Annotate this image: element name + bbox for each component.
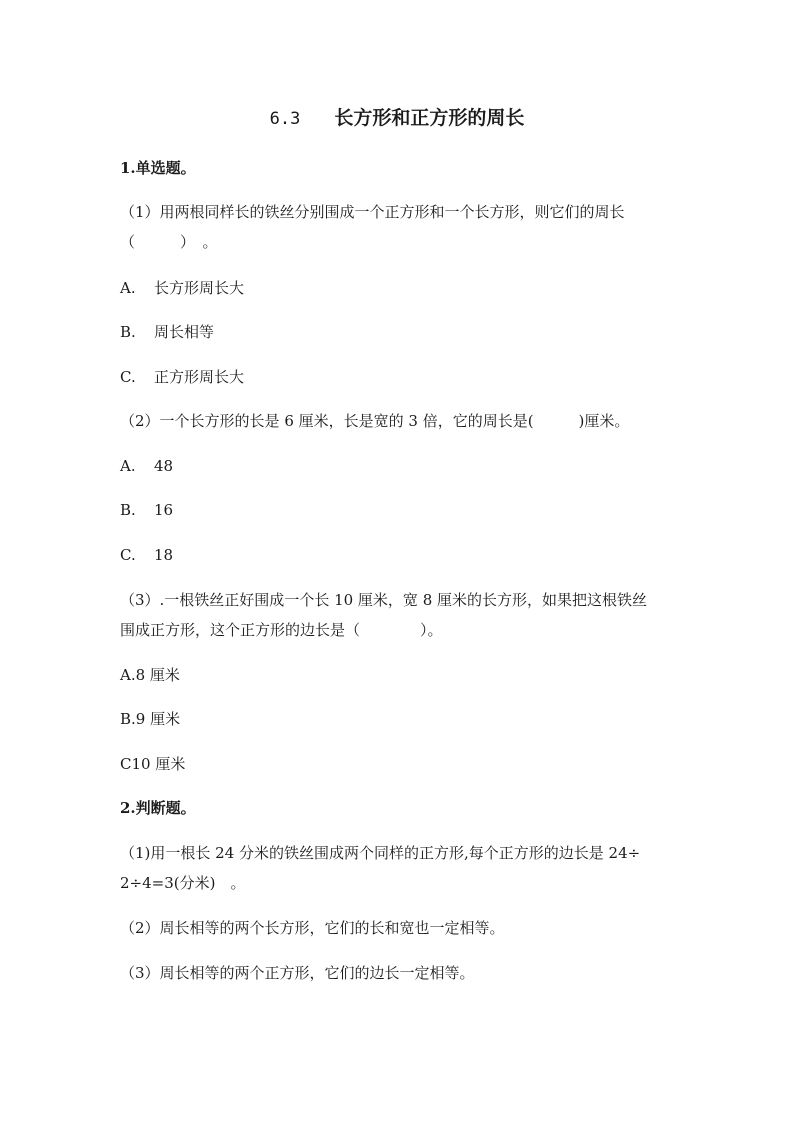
q3-option-a: A.8 厘米	[120, 666, 180, 684]
q1-option-a	[120, 278, 244, 298]
page-title	[0, 105, 794, 132]
option-letter: A.	[120, 279, 136, 297]
judge-question-1-line-2: 2÷4=3(分米) 。	[120, 874, 246, 892]
section-heading-single-choice: 1.单选题。	[120, 159, 196, 177]
judge-question-1-line-1: （1)用一根长 24 分米的铁丝围成两个同样的正方形,每个正方形的边长是 24÷	[120, 844, 641, 862]
option-text: 48	[154, 457, 174, 475]
judge-question-2: （2）周长相等的两个长方形，它们的长和宽也一定相等。	[120, 919, 505, 937]
option-text: 16	[154, 501, 174, 519]
q3-option-c: C10 厘米	[120, 755, 186, 773]
question-3-line-2: 围成正方形，这个正方形的边长是（ ）。	[120, 621, 443, 639]
option-text: 18	[154, 546, 174, 564]
judge-question-3: （3）周长相等的两个正方形，它们的边长一定相等。	[120, 964, 475, 982]
option-letter: C.	[120, 368, 136, 386]
option-letter: C.	[120, 546, 136, 564]
q3-option-b: B.9 厘米	[120, 710, 181, 728]
option-text: 长方形周长大	[154, 279, 245, 297]
section-heading-true-false: 2.判断题。	[120, 799, 196, 817]
option-letter: A.	[120, 457, 136, 475]
q1-option-b	[120, 322, 214, 342]
option-text: 正方形周长大	[154, 368, 245, 386]
option-text: 周长相等	[154, 323, 215, 341]
title-number: 6.3	[269, 109, 301, 129]
option-letter: B.	[120, 323, 136, 341]
title-text: 长方形和正方形的周长	[334, 107, 525, 129]
q2-option-b	[120, 500, 173, 520]
option-letter: B.	[120, 501, 136, 519]
question-2-line-1: （2）一个长方形的长是 6 厘米，长是宽的 3 倍，它的周长是( )厘米。	[120, 412, 630, 430]
q2-option-c	[120, 545, 173, 565]
question-1-line-1: （1）用两根同样长的铁丝分别围成一个正方形和一个长方形，则它们的周长	[120, 203, 625, 221]
question-3-line-1: （3）.一根铁丝正好围成一个长 10 厘米，宽 8 厘米的长方形，如果把这根铁丝	[120, 591, 648, 609]
question-1-line-2: （ ） 。	[120, 233, 218, 251]
q2-option-a	[120, 456, 173, 476]
q1-option-c	[120, 367, 244, 387]
